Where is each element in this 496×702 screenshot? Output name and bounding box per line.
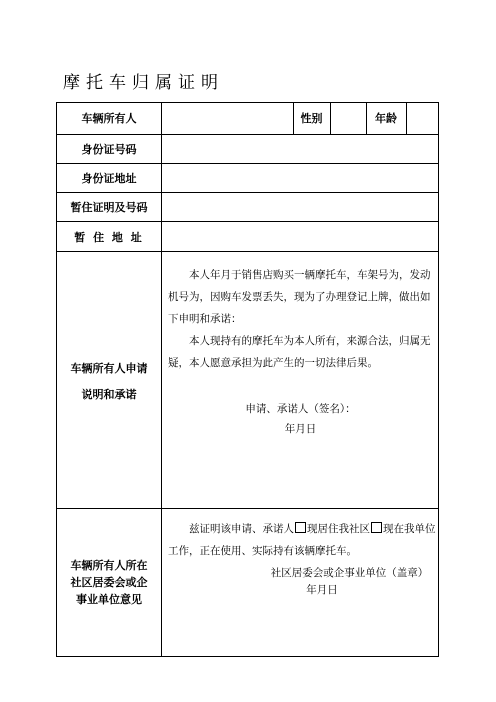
statement-label <box>57 356 161 408</box>
community-text-part2: 现居住我社区 <box>307 523 370 535</box>
community-label-line2: 社区居委会或企 <box>70 576 148 589</box>
community-paragraph <box>168 518 436 562</box>
age-label: 年龄 <box>375 112 397 125</box>
owner-field[interactable] <box>162 103 293 134</box>
temp-address-field[interactable] <box>162 222 438 251</box>
id-address-field[interactable] <box>162 164 438 192</box>
statement-label-line2: 说明和承诺 <box>81 388 137 401</box>
temp-address-label: 暂 住 地 址 <box>74 231 144 244</box>
signer-line: 申请、承诺人（签名）： <box>245 403 356 415</box>
statement-paragraph-2: 本人现持有的摩托车为本人所有，来源合法，归属无疑，本人愿意承担为此产生的一切法律后果。 <box>168 335 431 369</box>
checkbox-works[interactable] <box>371 522 382 533</box>
community-label <box>57 557 161 608</box>
owner-label: 车辆所有人 <box>81 112 137 125</box>
gender-label: 性别 <box>300 112 323 125</box>
document-title: 摩托车归属证明 <box>63 73 224 93</box>
row-divider <box>56 251 439 252</box>
community-label-line1: 车辆所有人所在 <box>70 559 148 572</box>
checkbox-resides[interactable] <box>295 522 306 533</box>
id-number-field[interactable] <box>162 135 438 163</box>
gender-field[interactable] <box>331 103 366 134</box>
community-date: 年月日 <box>306 584 338 596</box>
id-address-label: 身份证地址 <box>81 172 137 185</box>
statement-label-line1: 车辆所有人申请 <box>70 362 148 375</box>
id-number-label: 身份证号码 <box>81 143 137 156</box>
residence-permit-label: 暂住证明及号码 <box>70 201 148 214</box>
row-divider <box>56 508 439 509</box>
residence-permit-field[interactable] <box>162 193 438 221</box>
community-text-part3: 现在我单位工作，正在使用、实际持有该辆摩托车。 <box>168 523 436 557</box>
age-field[interactable] <box>407 103 438 134</box>
statement-paragraph-1: 本人年月于销售店购买一辆摩托车，车架号为，发动机号为，因购车发票丢失，现为了办理登记上牌，做出如下申明和承诺： <box>168 269 431 325</box>
stamp-line: 社区居委会或企事业单位（盖章） <box>270 567 429 579</box>
statement-date: 年月日 <box>284 423 317 435</box>
community-label-line3: 事业单位意见 <box>76 593 142 606</box>
community-text-part1: 兹证明该申请、承诺人 <box>189 523 294 535</box>
